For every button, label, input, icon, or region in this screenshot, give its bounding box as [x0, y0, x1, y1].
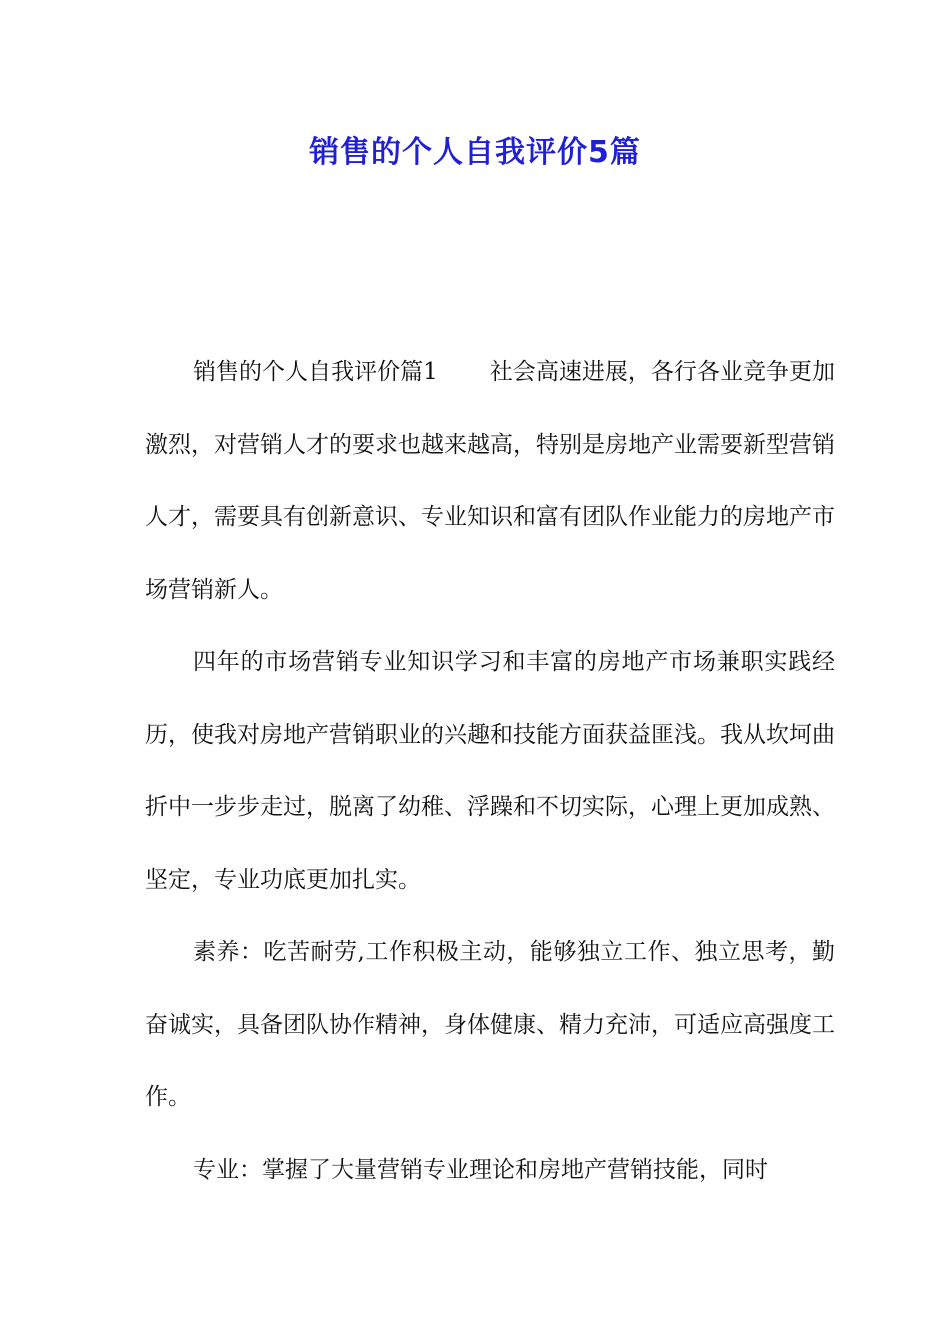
paragraph-2: 四年的市场营销专业知识学习和丰富的房地产市场兼职实践经历，使我对房地产营销职业的兴趣和技能方面获益匪浅。我从坎坷曲折中一步步走过，脱离了幼稚、浮躁和不切实际，心理上更加成熟、坚定，专业功底更加扎实。 — [145, 649, 835, 893]
paragraph-1 — [145, 336, 835, 626]
section-heading: 销售的个人自我评价篇1 — [193, 359, 438, 385]
document-title: 销售的个人自我评价5篇 — [309, 135, 641, 170]
paragraph-4: 专业：掌握了大量营销专业理论和房地产营销技能，同时 — [193, 1156, 768, 1183]
paragraph-1-text: 社会高速进展，各行各业竞争更加激烈，对营销人才的要求也越来越高，特别是房地产业需要新型营销人才，需要具有创新意识、专业知识和富有团队作业能力的房地产市场营销新人。 — [145, 359, 835, 603]
document-body — [145, 336, 835, 1206]
paragraph-3: 素养：吃苦耐劳,工作积极主动，能够独立工作、独立思考，勤奋诚实，具备团队协作精神，身体健康、精力充沛，可适应高强度工作。 — [145, 939, 835, 1110]
